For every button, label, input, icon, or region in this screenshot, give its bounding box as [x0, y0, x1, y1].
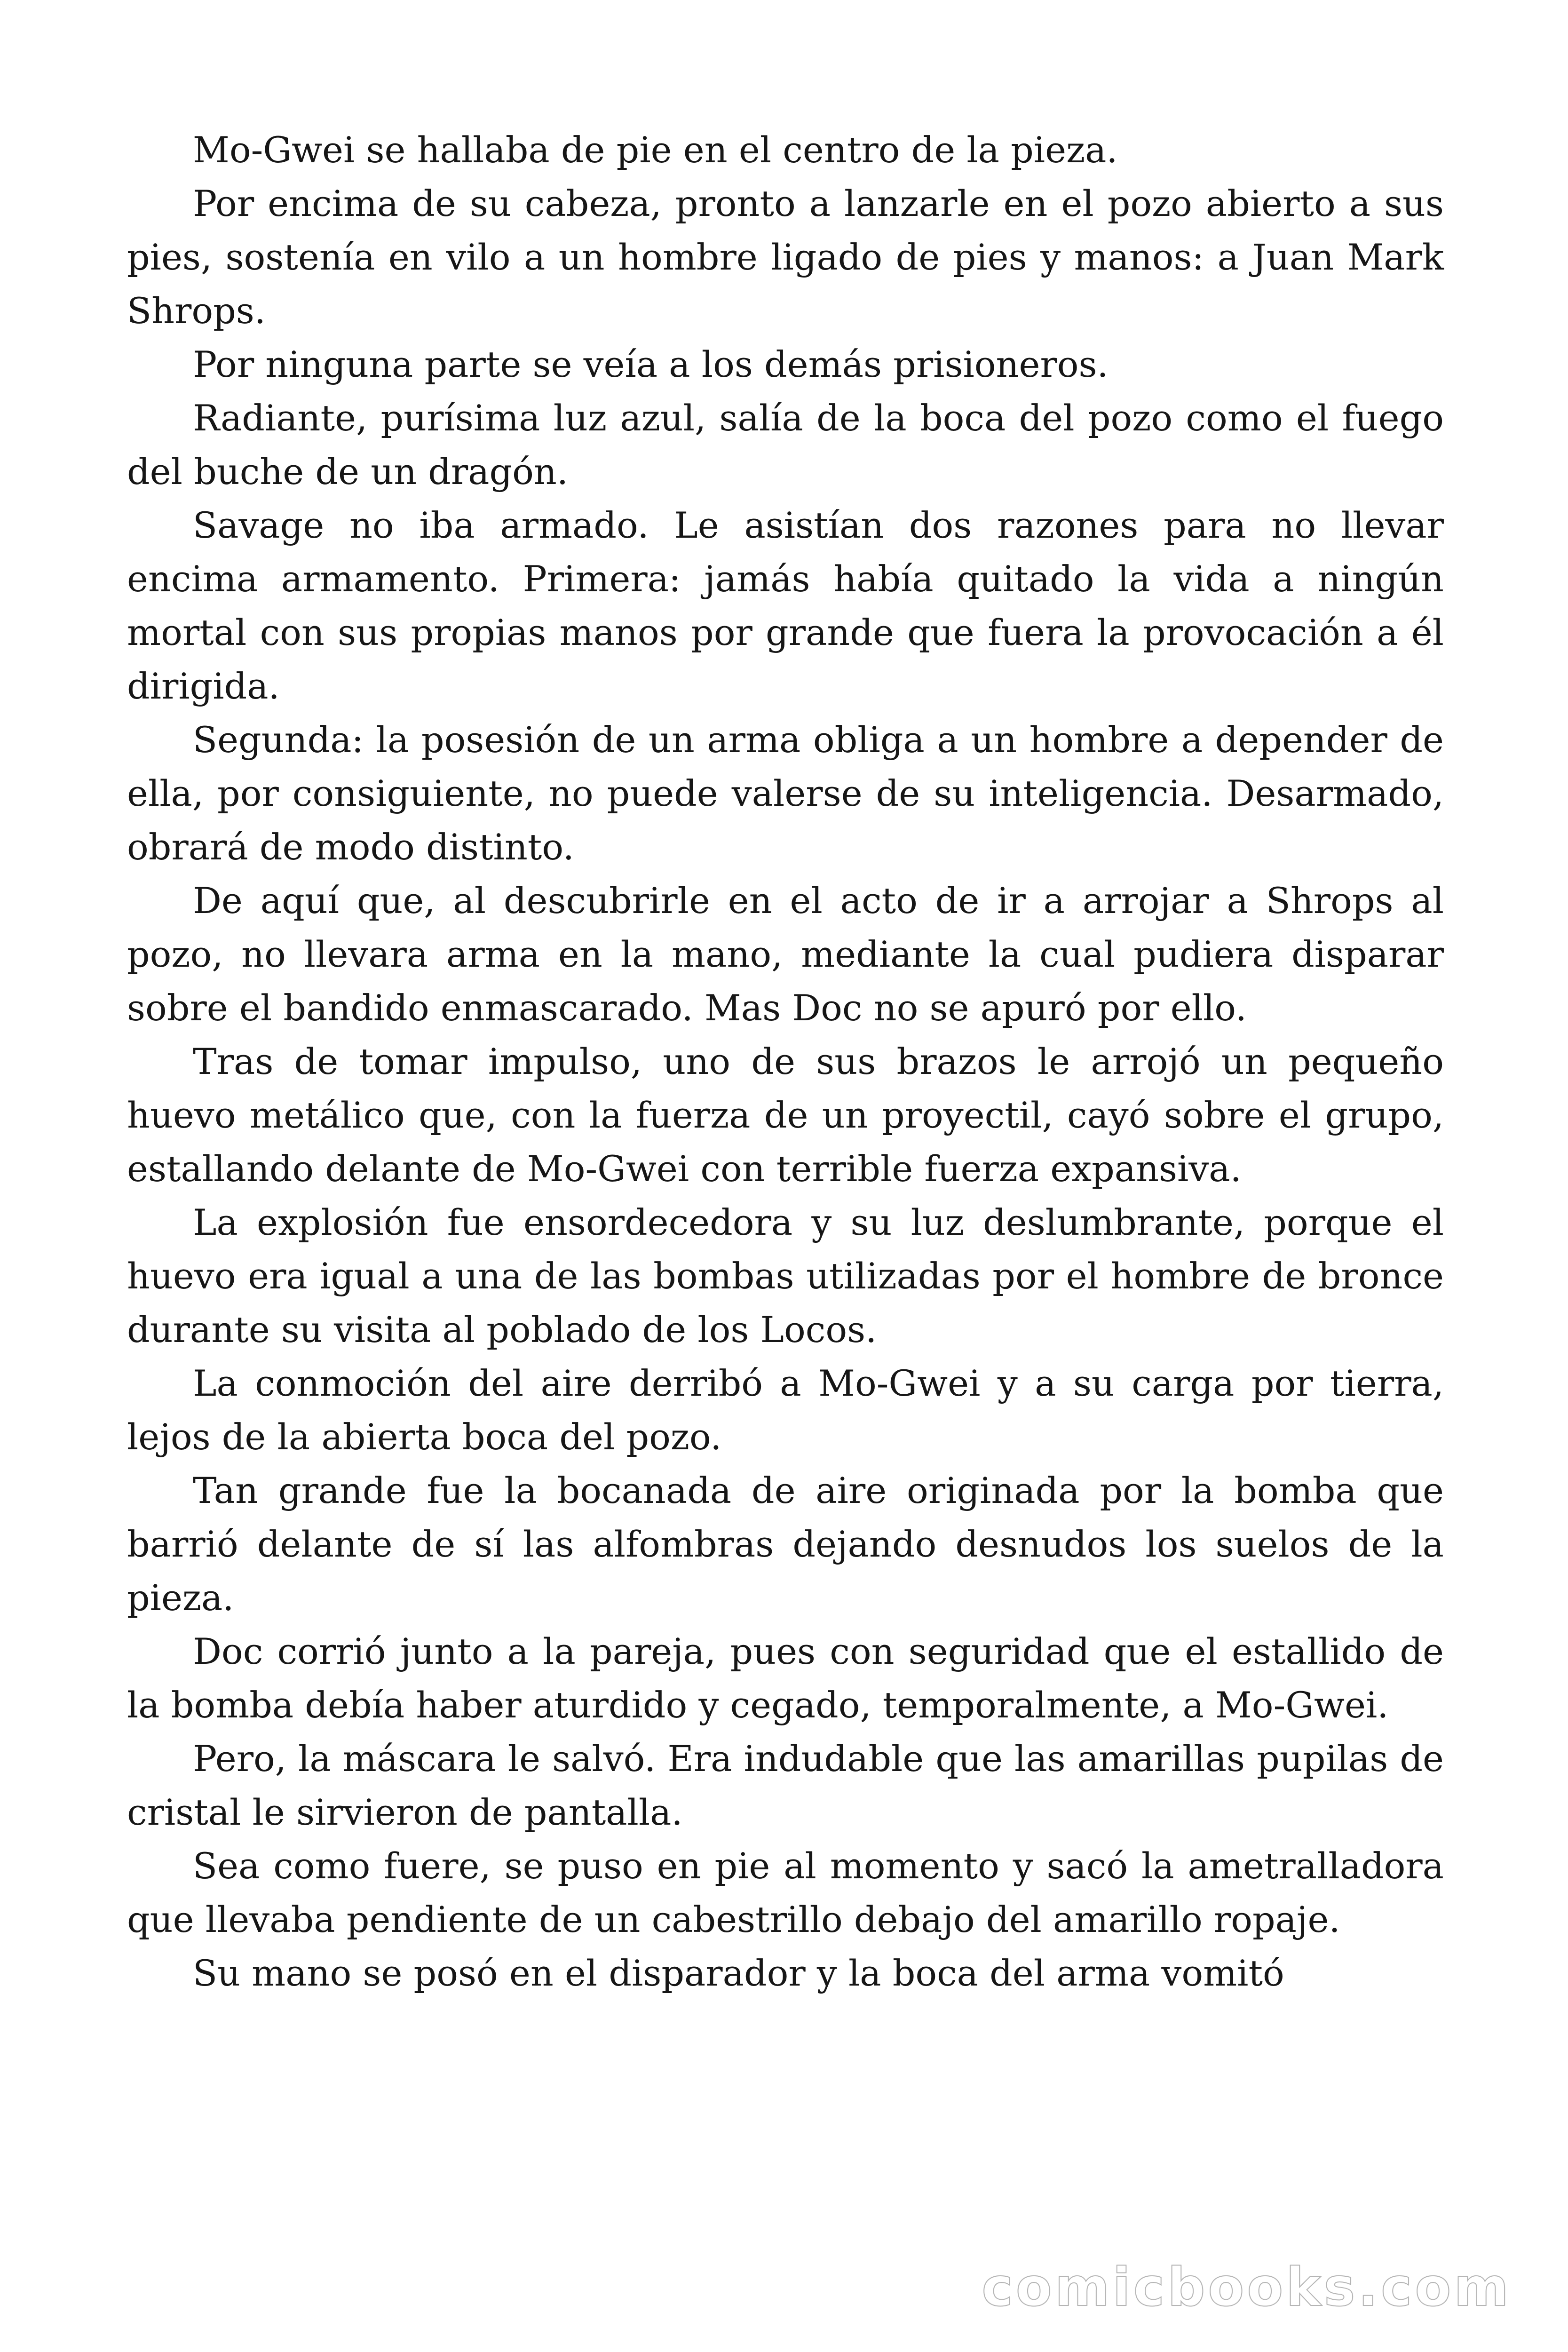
paragraph: Pero, la máscara le salvó. Era indudable que las amarillas pupilas de cristal le sirvieron de pantalla. [127, 1738, 1444, 1833]
paragraph: La conmoción del aire derribó a Mo-Gwei y a su carga por tierra, lejos de la abierta boca del pozo. [127, 1362, 1444, 1458]
paragraph: De aquí que, al descubrirle en el acto de ir a arrojar a Shrops al pozo, no llevara arma en la mano, mediante la cual pudiera disparar sobre el bandido enmascarado. Mas Doc no se apuró por ello. [127, 880, 1444, 1029]
paragraph: Sea como fuere, se puso en pie al momento y sacó la ametralladora que llevaba pendiente de un cabestrillo debajo del amarillo ropaje. [127, 1845, 1444, 1940]
paragraph: Mo-Gwei se hallaba de pie en el centro de la pieza. [193, 129, 1118, 171]
paragraph: Por ninguna parte se veía a los demás prisioneros. [193, 343, 1109, 385]
paragraph: Doc corrió junto a la pareja, pues con seguridad que el estallido de la bomba debía haber aturdido y cegado, temporalmente, a Mo-Gwei. [127, 1630, 1444, 1726]
paragraph: Su mano se posó en el disparador y la boca del arma vomitó [193, 1952, 1284, 1994]
paragraph: Tras de tomar impulso, uno de sus brazos le arrojó un pequeño huevo metálico que, con la fuerza de un proyectil, cayó sobre el grupo, estallando delante de Mo-Gwei con terrible fuerza expansiva. [127, 1041, 1444, 1190]
page-body [127, 123, 1444, 2000]
paragraph: La explosión fue ensordecedora y su luz deslumbrante, porque el huevo era igual a una de las bombas utilizadas por el hombre de bronce durante su visita al poblado de los Locos. [127, 1201, 1444, 1351]
watermark: comicbooks.com [982, 2257, 1512, 2318]
paragraph: Por encima de su cabeza, pronto a lanzarle en el pozo abierto a sus pies, sostenía en vilo a un hombre ligado de pies y manos: a Juan Mark Shrops. [127, 183, 1444, 332]
paragraph: Radiante, purísima luz azul, salía de la boca del pozo como el fuego del buche de un dragón. [127, 397, 1444, 493]
paragraph: Segunda: la posesión de un arma obliga a un hombre a depender de ella, por consiguiente, no puede valerse de su inteligencia. Desarmado, obrará de modo distinto. [127, 719, 1444, 868]
paragraph: Savage no iba armado. Le asistían dos razones para no llevar encima armamento. Primera: jamás había quitado la vida a ningún mortal con sus propias manos por grande que fuera la provocación a él dirigida. [127, 504, 1444, 707]
paragraph: Tan grande fue la bocanada de aire originada por la bomba que barrió delante de sí las alfombras dejando desnudos los suelos de la pieza. [127, 1470, 1444, 1619]
